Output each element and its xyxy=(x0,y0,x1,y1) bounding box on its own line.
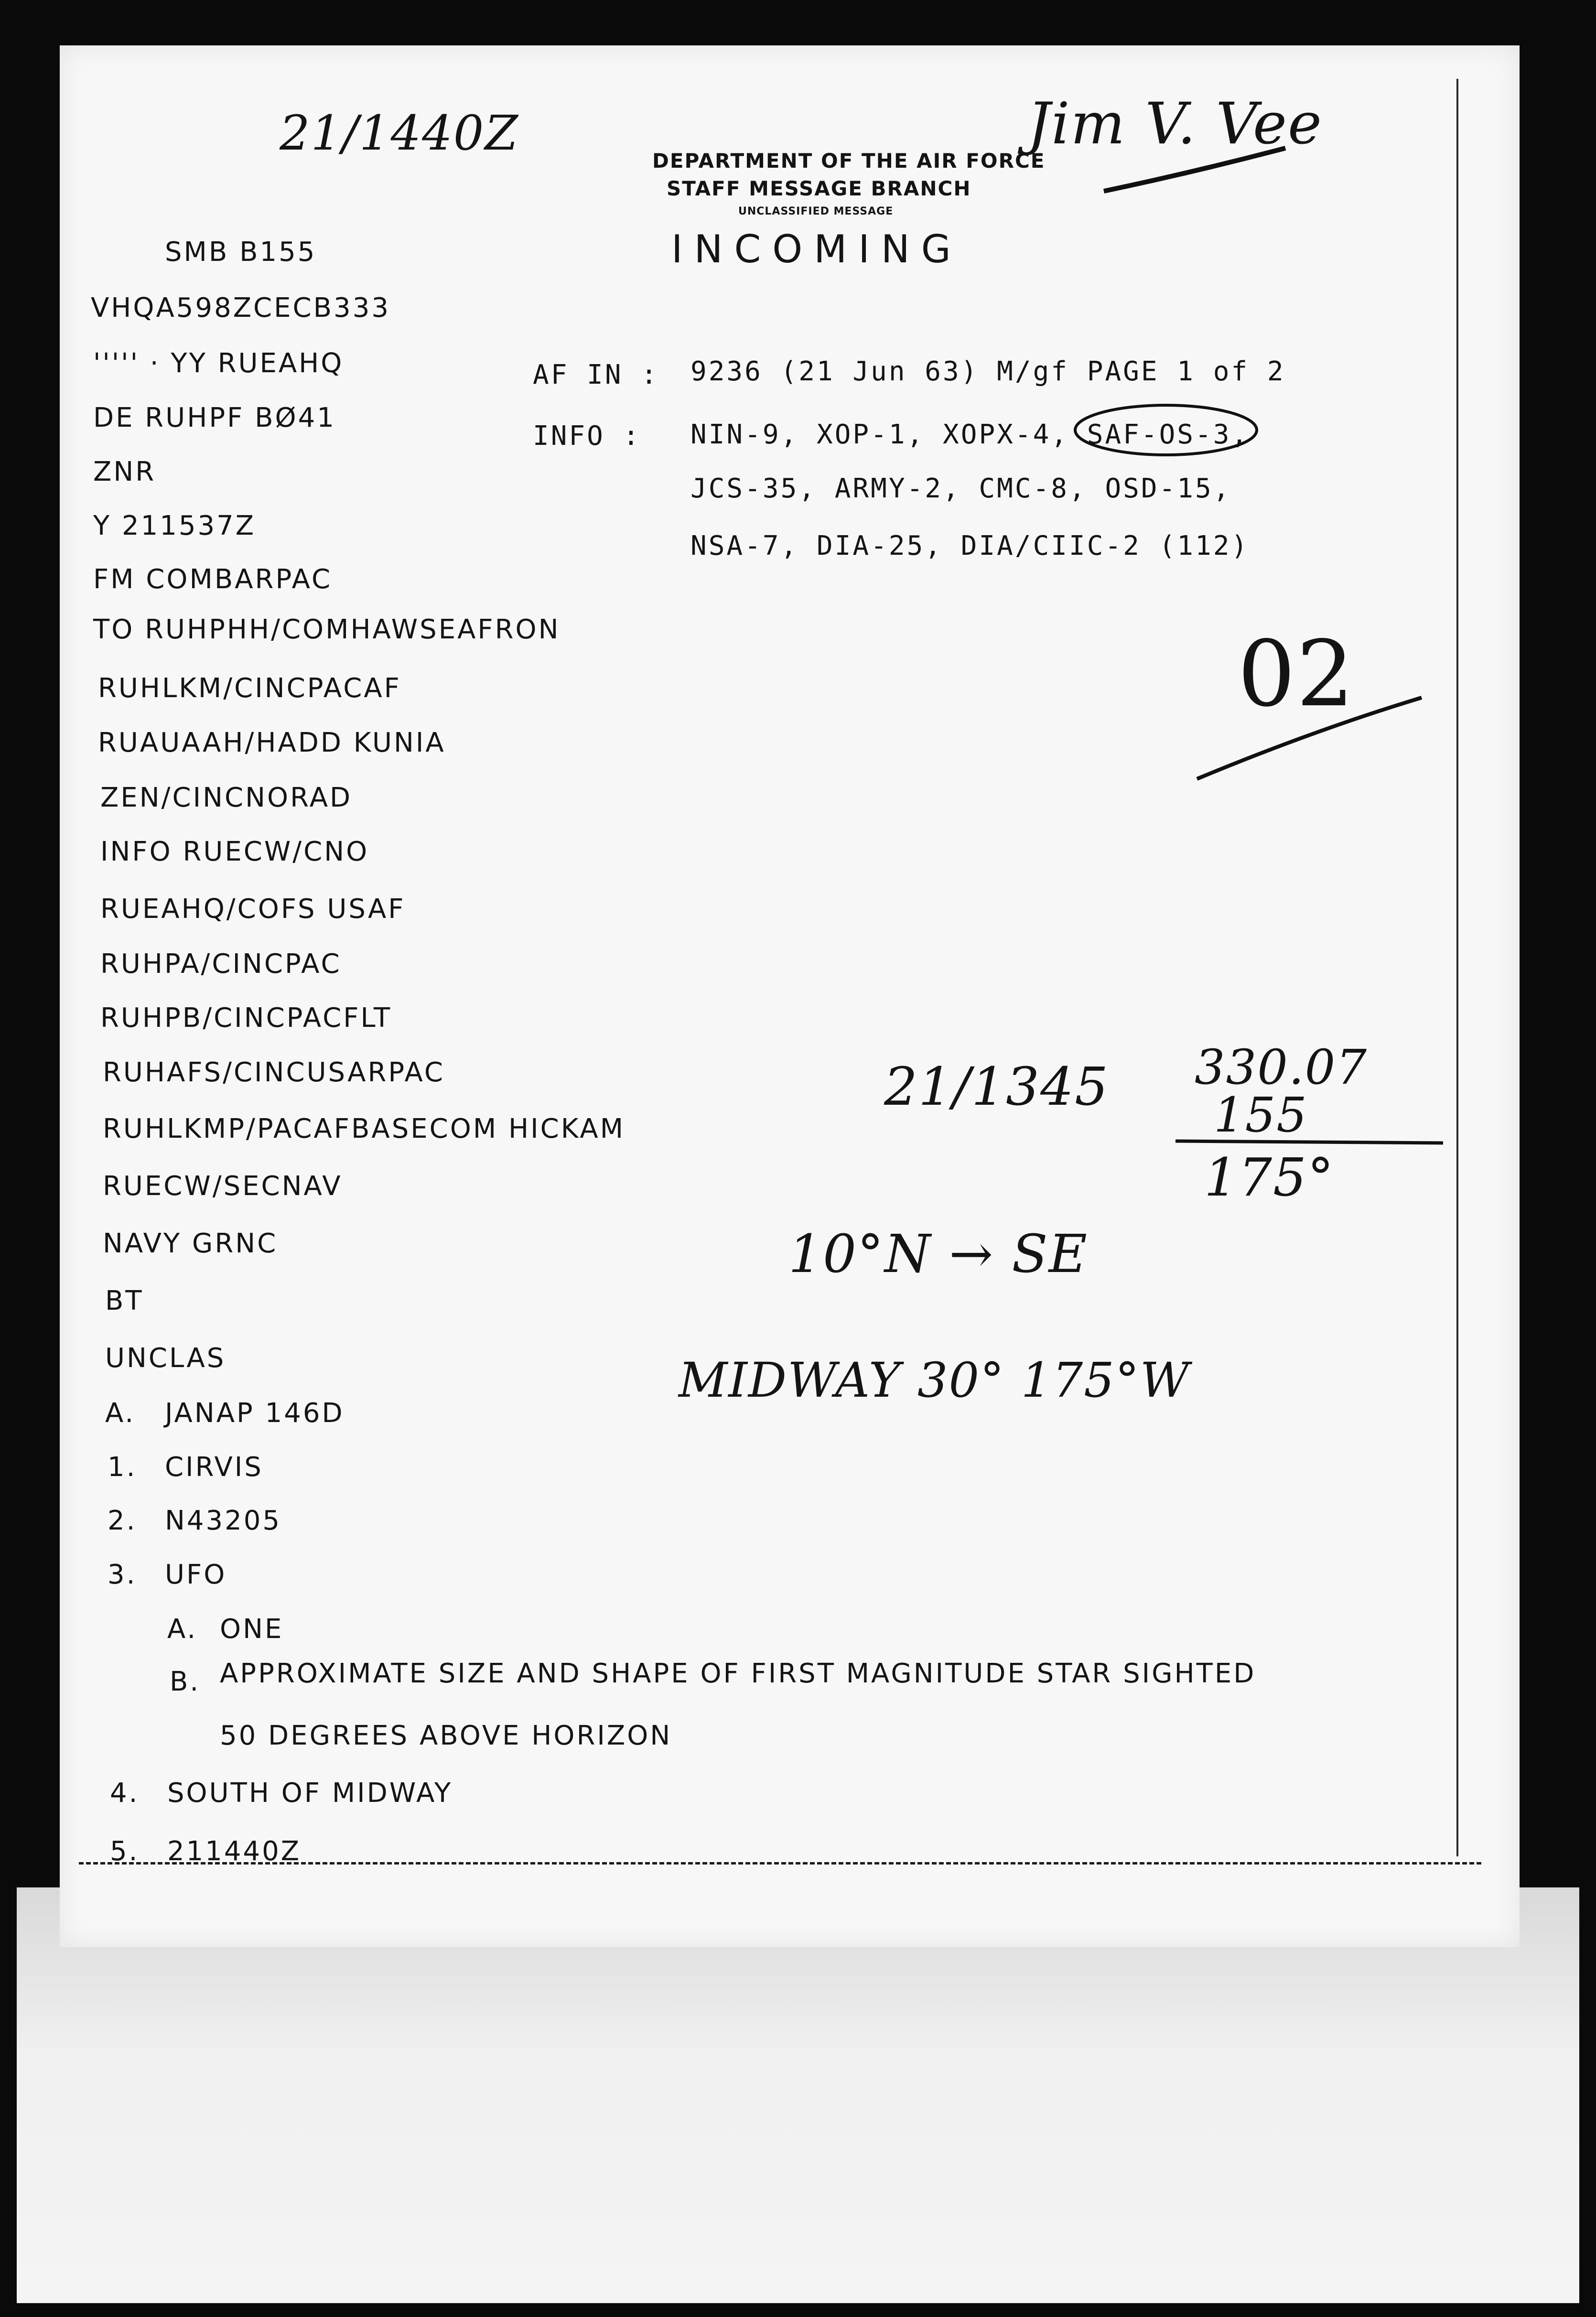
body-item-5-num: 5. xyxy=(110,1836,140,1867)
sub-item-b-continuation: 50 DEGREES ABOVE HORIZON xyxy=(220,1720,672,1751)
dtg-line: Y 211537Z xyxy=(93,510,256,541)
body-item-1-text: CIRVIS xyxy=(165,1452,263,1483)
body-item-2-num: 2. xyxy=(108,1505,137,1536)
info-addressee-3: RUHPB/CINCPACFLT xyxy=(100,1002,392,1034)
body-item-2-text: N43205 xyxy=(165,1505,282,1536)
body-item-3-num: 3. xyxy=(108,1559,137,1590)
info-addressee-2: RUHPA/CINCPAC xyxy=(100,948,342,980)
sub-item-a-text: ONE xyxy=(220,1614,284,1645)
body-item-1-num: 1. xyxy=(108,1452,137,1483)
circled-saf-os-mark xyxy=(1070,399,1262,461)
handwritten-big-mark: 02 xyxy=(1238,621,1355,727)
page-title: INCOMING xyxy=(671,227,962,271)
handwritten-time-note: 21/1345 xyxy=(884,1056,1109,1117)
handwritten-calc-top: 330.07 xyxy=(1195,1039,1368,1095)
info-line: INFO RUECW/CNO xyxy=(100,836,369,867)
af-in-value: 9236 (21 Jun 63) M/gf PAGE 1 of 2 xyxy=(690,356,1285,387)
body-item-4-num: 4. xyxy=(110,1778,140,1809)
right-rule-line xyxy=(1456,79,1458,1856)
body-item-4-text: SOUTH OF MIDWAY xyxy=(167,1778,453,1809)
body-item-3-text: UFO xyxy=(165,1559,227,1590)
info-addressee-6: RUECW/SECNAV xyxy=(103,1171,343,1202)
branch-name: STAFF MESSAGE BRANCH xyxy=(667,177,971,200)
addressee-2: RUAUAAH/HADD KUNIA xyxy=(98,727,446,758)
handwritten-signature: Jim V. Vee xyxy=(1027,91,1323,157)
calc-sum-line xyxy=(1175,1137,1453,1147)
info-distribution-line3: NSA-7, DIA-25, DIA/CIIC-2 (112) xyxy=(690,530,1250,561)
de-line: DE RUHPF BØ41 xyxy=(93,402,336,433)
to-line: TO RUHPHH/COMHAWSEAFRON xyxy=(93,614,561,645)
handwritten-calc-mid: 155 xyxy=(1214,1087,1308,1143)
info-addressee-4: RUHAFS/CINCUSARPAC xyxy=(103,1057,445,1088)
info-addressee-1: RUEAHQ/COFS USAF xyxy=(100,894,406,925)
body-item-a-label: A. xyxy=(105,1398,136,1429)
from-line: FM COMBARPAC xyxy=(93,564,333,595)
classification-caption: UNCLASSIFIED MESSAGE xyxy=(738,205,894,217)
info-distribution-line1: NIN-9, XOP-1, XOPX-4, SAF-OS-3, xyxy=(690,419,1250,450)
smb-number: SMB B155 xyxy=(165,237,317,268)
break-line: BT xyxy=(105,1285,144,1316)
sub-item-b-label: B. xyxy=(170,1666,201,1697)
body-item-5-text: 211440Z xyxy=(167,1836,302,1867)
info-distribution-line2: JCS-35, ARMY-2, CMC-8, OSD-15, xyxy=(690,473,1231,504)
handwritten-calc-bottom: 175° xyxy=(1204,1147,1335,1208)
addressee-3: ZEN/CINCNORAD xyxy=(100,782,353,813)
body-item-a-text: JANAP 146D xyxy=(165,1398,345,1429)
department-name: DEPARTMENT OF THE AIR FORCE xyxy=(652,149,1046,172)
big-mark-underline xyxy=(1192,693,1431,788)
sub-item-a-label: A. xyxy=(167,1614,198,1645)
handwritten-midway-note: MIDWAY 30° 175°W xyxy=(679,1352,1190,1408)
af-in-label: AF IN : xyxy=(533,359,659,390)
info-addressee-5: RUHLKMP/PACAFBASECOM HICKAM xyxy=(103,1113,625,1144)
info-distribution-label: INFO : xyxy=(533,420,641,452)
handwritten-time-top: 21/1440Z xyxy=(280,105,519,161)
underlying-page xyxy=(17,1887,1579,2303)
precedence-line: ''''' · YY RUEAHQ xyxy=(93,348,344,379)
message-id: VHQA598ZCECB333 xyxy=(91,292,390,323)
handwritten-direction-note: 10°N → SE xyxy=(788,1223,1088,1284)
info-addressee-7: NAVY GRNC xyxy=(103,1228,278,1259)
unclas-line: UNCLAS xyxy=(105,1343,226,1374)
signature-underline xyxy=(1099,143,1290,201)
sub-item-b-text: APPROXIMATE SIZE AND SHAPE OF FIRST MAGNITUDE STAR SIGHTED xyxy=(220,1658,1256,1689)
addressee-1: RUHLKM/CINCPACAF xyxy=(98,673,401,704)
znr-line: ZNR xyxy=(93,456,156,487)
